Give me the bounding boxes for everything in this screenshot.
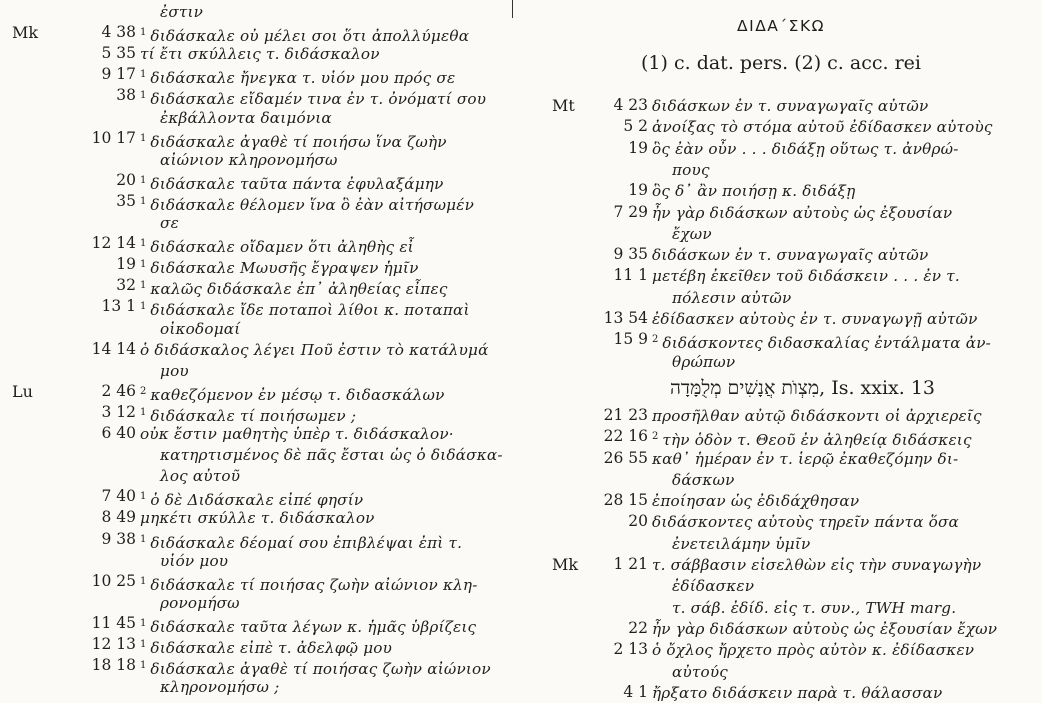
verse-reference: 13 1 — [101, 297, 136, 316]
greek-text: κληρονομήσω ; — [160, 678, 280, 697]
concordance-line — [652, 309, 978, 329]
verse-reference: 11 1 — [613, 266, 648, 285]
greek-text: διδάσκαλε ταῦτα πάντα ἐφυλαξάμην — [150, 174, 444, 193]
verse-reference: 38 — [116, 86, 136, 105]
concordance-line — [140, 192, 474, 215]
concordance-line — [140, 297, 470, 320]
usage-marker: 1 — [140, 132, 147, 144]
verse-reference: 26 55 — [603, 448, 648, 467]
concordance-line — [652, 96, 928, 116]
greek-text: δάσκων — [672, 470, 735, 489]
verse-reference: 14 14 — [91, 339, 136, 358]
verse-reference: 4 1 — [623, 682, 648, 701]
usage-marker: 2 — [652, 334, 659, 346]
concordance-line — [160, 677, 279, 697]
greek-text: καθεζόμενον ἐν μέσῳ τ. διδασκάλων — [150, 385, 445, 404]
greek-text: προσῆλθαν αὐτῷ διδάσκοντι οἱ ἀρχιερεῖς — [652, 406, 982, 425]
usage-marker: 1 — [140, 491, 147, 503]
greek-text: ἐποίησαν ὡς ἐδιδάχθησαν — [652, 492, 860, 511]
usage-marker: 2 — [652, 431, 659, 443]
usage-marker: 2 — [140, 385, 147, 397]
verse-reference: 5 35 — [101, 44, 136, 63]
concordance-line — [140, 572, 478, 595]
concordance-line — [652, 117, 993, 137]
verse-reference: 5 2 — [623, 117, 648, 136]
verse-reference: 3 12 — [101, 402, 136, 421]
greek-text: οἰκοδομαί — [160, 319, 241, 338]
verse-reference: 15 9 — [613, 330, 648, 349]
greek-text: διδάσκαλε ἤνεγκα τ. υἱόν μου πρός σε — [150, 69, 456, 88]
right-column — [520, 0, 1042, 701]
book-abbreviation: Mk — [12, 23, 39, 43]
verse-reference: 9 38 — [101, 529, 136, 548]
concordance-line — [652, 330, 991, 353]
entry-heading: ΔΙΔΑ΄ΣΚΩ — [737, 17, 825, 35]
greek-text: ἐκβάλλοντα δαιμόνια — [160, 108, 332, 127]
concordance-line — [652, 406, 982, 426]
concordance-line — [160, 108, 332, 128]
verse-reference: 21 23 — [603, 405, 648, 424]
usage-marker: 1 — [140, 660, 147, 672]
usage-marker: 1 — [140, 69, 147, 81]
column-divider — [512, 0, 513, 18]
usage-marker: 1 — [140, 195, 147, 207]
greek-text: ἦν γὰρ διδάσκων αὐτοὺς ὡς ἐξουσίαν ἔχων — [652, 619, 998, 638]
concordance-line — [140, 234, 414, 257]
verse-reference: 6 40 — [101, 424, 136, 442]
concordance-line — [160, 213, 179, 233]
verse-reference: 4 38 — [101, 23, 136, 42]
concordance-line — [140, 403, 356, 426]
greek-text: διδάσκαλε θέλομεν ἵνα ὃ ἐὰν αἰτήσωμέν — [150, 195, 475, 214]
verse-reference: 9 17 — [101, 65, 136, 84]
greek-text: ἀνοίξας τὸ στόμα αὐτοῦ ἐδίδασκεν αὐτοὺς — [652, 118, 993, 137]
greek-text: αὐτούς — [672, 662, 728, 681]
concordance-line — [140, 424, 454, 444]
greek-text: ἐνετειλάμην ὑμῖν — [672, 534, 811, 553]
greek-text: διδάσκαλε δέομαί σου ἐπιβλέψαι ἐπὶ τ. — [150, 533, 463, 552]
verse-reference: 2 46 — [101, 381, 136, 400]
verse-reference: 19 — [628, 181, 648, 200]
concordance-line — [652, 427, 972, 450]
book-abbreviation: Mk — [552, 555, 579, 574]
concordance-line — [160, 466, 240, 486]
concordance-line — [652, 449, 958, 469]
verse-reference: 22 — [628, 618, 648, 637]
verse-reference: 11 45 — [91, 613, 136, 632]
concordance-line — [672, 352, 735, 372]
concordance-line — [140, 530, 462, 553]
citation-reference: , Is. xxix. 13 — [819, 376, 936, 399]
concordance-line — [140, 635, 392, 658]
concordance-line — [140, 276, 448, 299]
concordance-line — [160, 319, 240, 339]
greek-text: ἦν γὰρ διδάσκων αὐτοὺς ὡς ἐξουσίαν — [652, 203, 953, 222]
greek-text: διδάσκαλε ἴδε ποταποὶ λίθοι κ. ποταπαὶ — [150, 301, 470, 320]
greek-text: διδάσκαλε τί ποιήσας ζωὴν αἰώνιον κλη- — [150, 575, 478, 594]
verse-reference: 19 — [116, 255, 136, 274]
greek-text: διδάσκαλε ταῦτα λέγων κ. ἡμᾶς ὑβρίζεις — [150, 617, 477, 636]
greek-text: υἱόν μου — [160, 551, 229, 570]
verse-reference: 13 54 — [603, 309, 648, 327]
usage-marker: 1 — [140, 301, 147, 313]
greek-text: θρώπων — [672, 352, 736, 371]
concordance-line — [652, 683, 942, 703]
greek-text: ὁ ὄχλος ἤρχετο πρὸς αὐτὸν κ. ἐδίδασκεν — [652, 641, 975, 660]
concordance-line — [140, 129, 447, 152]
greek-text: ἐδίδασκεν — [672, 577, 755, 596]
usage-marker: 1 — [140, 533, 147, 545]
greek-text: διδάσκαλε ἀγαθὲ τί ποιήσας ζωὴν αἰώνιον — [150, 660, 491, 679]
greek-text: καθ᾽ ἡμέραν ἐν τ. ἱερῷ ἐκαθεζόμην δι- — [652, 449, 959, 468]
verse-reference: 9 35 — [613, 245, 648, 264]
hebrew-text: מִצְוֺת אֲנָשִׁים מְלֻמָּדָה — [670, 376, 820, 399]
usage-marker: 1 — [140, 259, 147, 271]
concordance-line — [140, 65, 455, 88]
greek-text: ὃς δ᾽ ἂν ποιήσῃ κ. διδάξῃ — [652, 182, 856, 201]
book-abbreviation: Mt — [552, 96, 575, 115]
concordance-line — [672, 662, 728, 682]
concordance-line — [652, 512, 959, 532]
verse-reference: 2 13 — [613, 640, 648, 659]
greek-text: οὐκ ἔστιν μαθητὴς ὑπὲρ τ. διδάσκαλον· — [140, 425, 454, 443]
usage-marker: 1 — [140, 617, 147, 629]
verse-reference: 22 16 — [603, 427, 648, 446]
usage-marker: 1 — [140, 406, 147, 418]
concordance-line — [652, 245, 928, 265]
concordance-line — [652, 640, 974, 660]
greek-text: ἔχων — [672, 224, 712, 243]
greek-text: αἰώνιον κληρονομήσω — [160, 150, 338, 169]
concordance-line — [652, 139, 959, 159]
hebrew-citation — [670, 377, 935, 400]
usage-marker: 1 — [140, 639, 147, 650]
greek-text: κατηρτισμένος δὲ πᾶς ἔσται ὡς ὁ διδάσκα- — [160, 446, 503, 465]
concordance-line — [672, 470, 735, 490]
greek-text: καλῶς διδάσκαλε ἐπ᾽ ἀληθείας εἶπες — [150, 280, 448, 299]
concordance-line — [160, 445, 503, 465]
greek-text: διδάσκαλε τί ποιήσωμεν ; — [150, 406, 357, 425]
greek-text: λος αὐτοῦ — [160, 467, 241, 486]
concordance-line — [140, 487, 363, 510]
greek-text: διδάσκαλε εἰπὲ τ. ἀδελφῷ μου — [150, 639, 393, 657]
concordance-line — [160, 2, 203, 22]
greek-text: ρονομήσω — [160, 593, 240, 612]
usage-marker: 1 — [140, 27, 147, 39]
concordance-line — [160, 551, 228, 571]
greek-text: τὴν ὁδὸν τ. Θεοῦ ἐν ἀληθείᾳ διδάσκεις — [662, 431, 972, 450]
greek-text: διδάσκαλε οὐ μέλει σοι ὅτι ἀπολλύμεθα — [150, 27, 470, 46]
concordance-line — [140, 255, 419, 278]
greek-text: διδάσκαλε ἀγαθὲ τί ποιήσω ἵνα ζωὴν — [150, 132, 447, 151]
verse-reference: 7 29 — [613, 202, 648, 221]
verse-reference: 20 — [628, 512, 648, 531]
concordance-line — [160, 361, 189, 381]
concordance-line — [672, 224, 712, 244]
greek-text: διδάσκαλε Μωυσῆς ἔγραψεν ἡμῖν — [150, 259, 419, 278]
verse-reference: 32 — [116, 276, 136, 295]
usage-marker: 1 — [140, 280, 147, 292]
verse-reference: 10 17 — [91, 128, 136, 147]
verse-reference: 19 — [628, 138, 648, 157]
greek-text: σε — [160, 214, 179, 232]
concordance-line — [652, 491, 859, 511]
concordance-line — [652, 203, 952, 223]
greek-text: διδάσκων ἐν τ. συναγωγαῖς αὐτῶν — [652, 97, 929, 115]
entry-subheading: (1) c. dat. pers. (2) c. acc. rei — [641, 52, 921, 74]
greek-text: διδάσκοντες διδασκαλίας ἐντάλματα ἀν- — [662, 334, 992, 353]
verse-reference: 10 25 — [91, 571, 136, 590]
verse-reference: 12 13 — [91, 635, 136, 653]
concordance-line — [652, 555, 981, 575]
greek-text: ὁ διδάσκαλος λέγει Ποῦ ἐστιν τὸ κατάλυμά — [140, 340, 489, 359]
greek-text: τ. σάβ. ἐδίδ. εἰς τ. συν., TWH marg. — [672, 598, 957, 617]
verse-reference: 20 — [116, 170, 136, 189]
left-column — [0, 0, 510, 701]
greek-text: διδάσκαλε εἴδαμέν τινα ἐν τ. ὀνόματί σου — [150, 90, 487, 109]
concordance-line — [672, 598, 956, 618]
usage-marker: 1 — [140, 90, 147, 102]
verse-reference: 7 40 — [101, 487, 136, 506]
verse-reference: 35 — [116, 191, 136, 210]
greek-text: μετέβη ἐκεῖθεν τοῦ διδάσκειν . . . ἐν τ. — [652, 267, 960, 286]
concordance-line — [160, 593, 240, 613]
concordance-line — [140, 340, 489, 360]
concordance-line — [160, 150, 338, 170]
concordance-line — [140, 656, 491, 679]
greek-text: τ. σάββασιν εἰσελθὼν εἰς τὴν συναγωγὴν — [652, 556, 982, 574]
concordance-line — [672, 288, 791, 308]
verse-reference: 4 23 — [613, 96, 648, 114]
greek-text: ἐστιν — [160, 3, 204, 21]
concordance-line — [652, 181, 855, 201]
greek-text: τί ἔτι σκύλλεις τ. διδάσκαλον — [140, 45, 380, 64]
usage-marker: 1 — [140, 174, 147, 186]
verse-reference: 8 49 — [101, 508, 136, 527]
greek-text: μηκέτι σκύλλε τ. διδάσκαλον — [140, 509, 375, 528]
greek-text: ἐδίδασκεν αὐτοὺς ἐν τ. συναγωγῇ αὐτῶν — [652, 310, 978, 328]
usage-marker: 1 — [140, 575, 147, 587]
concordance-line — [672, 160, 710, 180]
book-abbreviation: Lu — [12, 381, 33, 401]
verse-reference: 1 21 — [613, 555, 648, 573]
greek-text: πόλεσιν αὐτῶν — [672, 288, 792, 307]
greek-text: διδάσκων ἐν τ. συναγωγαῖς αὐτῶν — [652, 246, 929, 265]
concordance-line — [140, 86, 486, 109]
greek-text: ὁ δὲ Διδάσκαλε εἰπέ φησίν — [150, 491, 364, 510]
concordance-line — [140, 44, 380, 64]
greek-text: πους — [672, 160, 710, 179]
greek-text: ὃς ἐὰν οὖν . . . διδάξῃ οὕτως τ. ἀνθρώ- — [652, 139, 959, 158]
usage-marker: 1 — [140, 238, 147, 250]
greek-text: διδάσκαλε οἴδαμεν ὅτι ἀληθὴς εἶ — [150, 238, 414, 257]
greek-text: ἤρξατο διδάσκειν παρὰ τ. θάλασσαν — [652, 683, 943, 702]
concordance-line — [140, 382, 445, 405]
greek-text: μου — [160, 361, 189, 380]
concordance-line — [652, 266, 960, 286]
concordance-line — [672, 576, 754, 596]
concordance-line — [140, 508, 375, 528]
concordance-line — [140, 614, 476, 637]
verse-reference: 12 14 — [91, 234, 136, 253]
concordance-line — [672, 534, 810, 554]
verse-reference: 28 15 — [603, 491, 648, 510]
greek-text: διδάσκοντες αὐτοὺς τηρεῖν πάντα ὅσα — [652, 513, 960, 532]
concordance-line — [140, 23, 469, 46]
concordance-line — [140, 171, 444, 194]
concordance-line — [652, 619, 997, 639]
verse-reference: 18 18 — [91, 656, 136, 675]
